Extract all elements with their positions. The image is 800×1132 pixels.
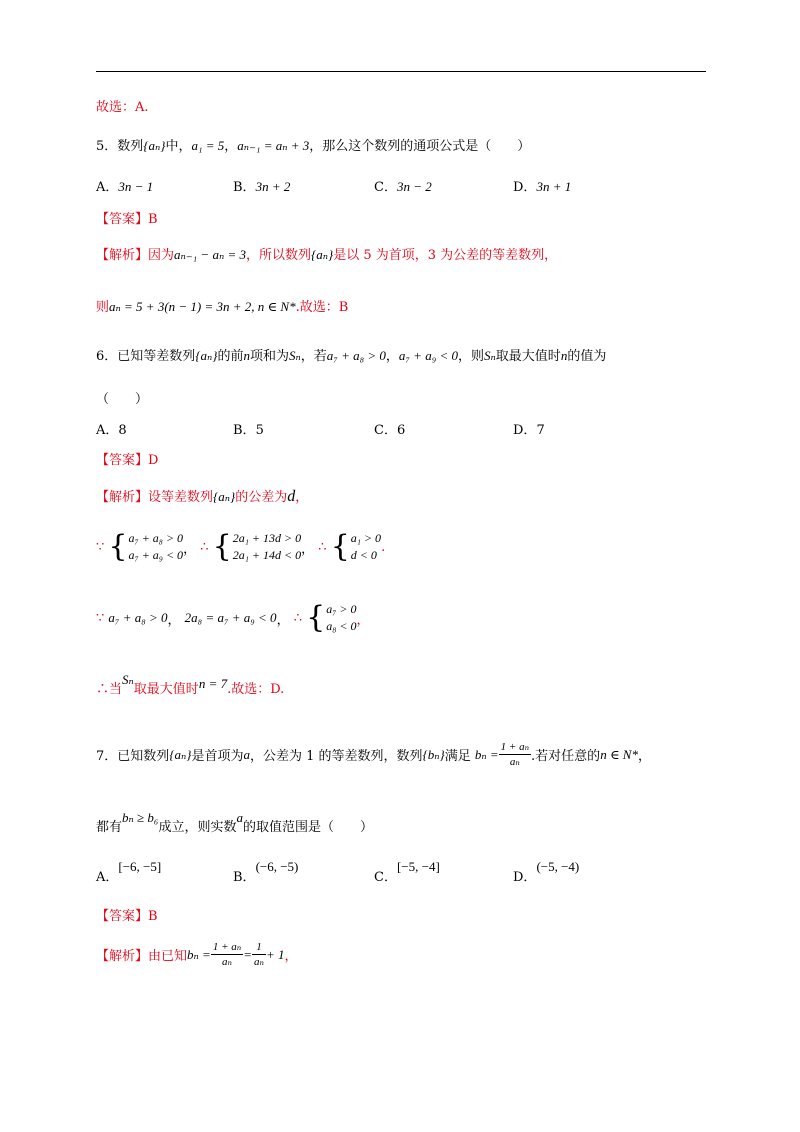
q7-text: 都有 [96, 820, 123, 835]
q7-text: 满足 [444, 749, 471, 764]
q6-paren: （ ） [96, 392, 149, 407]
q7-sequence: {bₙ} [422, 746, 445, 762]
q7-option-a: A．[−6, −5] [96, 859, 162, 885]
therefore-symbol: ∴ [293, 610, 302, 626]
q6-sequence: {aₙ} [195, 348, 218, 363]
analysis-text: 由已知 [148, 949, 188, 964]
q5-option-c: C．3n − 2 [374, 179, 432, 195]
therefore-symbol: ∴ [318, 539, 327, 555]
q7-number: 7． [96, 749, 118, 764]
q6-text: ，则 [458, 349, 485, 364]
q5-condition: a₁ = 5 [191, 138, 225, 153]
analysis-text: ∴当 [96, 682, 123, 697]
q5-option-a: A．3n − 1 [96, 179, 154, 195]
brace-icon: { [306, 600, 326, 635]
q7-text: ， [637, 749, 651, 764]
q5-number: 5． [96, 139, 118, 154]
q6-variable: Sₙ [289, 348, 301, 363]
q6-text: 已知等差数列 [117, 349, 196, 364]
q7-text: 成立，则实数 [158, 820, 237, 835]
q7-stem [96, 740, 651, 769]
because-symbol: ∵ [96, 539, 105, 555]
q7-formula: bₙ = [474, 746, 499, 762]
q7-fraction: $\frac{\text{1 + aₙ}}{\text{aₙ}}$ [500, 741, 530, 768]
analysis-math: {aₙ} [311, 247, 334, 262]
analysis-math: a₇ + a₈ > 0 [108, 610, 168, 625]
q7-variable: a [236, 810, 243, 825]
q7-text: 的取值范围是（ ） [242, 820, 373, 835]
separator: ， [183, 541, 197, 557]
analysis-text: 因为 [148, 248, 175, 263]
q5-option-b: B．3n + 2 [233, 179, 291, 195]
q7-stem-line2 [96, 810, 373, 837]
q7-variable: a [243, 746, 250, 762]
q6-systems-line [96, 530, 385, 564]
q6-analysis-line1 [96, 488, 308, 507]
q6-text: 的前 [217, 349, 244, 364]
analysis-tag: 【解析】 [96, 490, 149, 505]
analysis-math: + 1 [265, 946, 285, 962]
q6-stem [96, 347, 606, 366]
q6-variable: n [560, 348, 568, 363]
q7-text: 是首项为 [191, 749, 244, 764]
q7-analysis-line1 [96, 940, 298, 969]
q7-sequence: {aₙ} [169, 746, 192, 762]
q6-answer: 【答案】D [96, 453, 159, 468]
analysis-tag: 【解析】 [96, 248, 149, 263]
analysis-text: .故选：B [295, 300, 349, 315]
q7-condition: bₙ ≥ b₆ [122, 810, 159, 825]
analysis-math: d [287, 488, 296, 505]
q7-text: .若对任意的 [531, 749, 601, 764]
analysis-math: aₙ₋₁ − aₙ = 3 [174, 247, 246, 262]
prev-answer-choice: 故选：A. [96, 100, 149, 115]
q5-option-d: D．3n + 1 [513, 179, 572, 195]
period: . [381, 539, 386, 555]
analysis-math: aₙ = 5 + 3(n − 1) = 3n + 2, n ∈ N* [109, 299, 296, 314]
q6-number: 6． [96, 349, 118, 364]
therefore-symbol: ∴ [200, 539, 209, 555]
analysis-math: bₙ = [187, 946, 211, 962]
analysis-fraction: $\frac{\text{1 + aₙ}}{\text{aₙ}}$ [212, 941, 242, 968]
system-1: a₇ + a₈ > 0 a₇ + a₉ < 0 [128, 531, 184, 562]
q5-condition: aₙ₋₁ = aₙ + 3 [237, 138, 310, 153]
q7-option-d: D．(−5, −4) [513, 859, 580, 885]
separator: ， [284, 949, 298, 964]
analysis-text: ，所以数列 [246, 248, 312, 263]
analysis-text: 则 [96, 300, 110, 315]
because-symbol: ∵ [96, 610, 105, 626]
q6-variable: n [243, 348, 250, 363]
q6-text: ， [385, 349, 399, 364]
separator: ， [276, 612, 290, 628]
q7-text: 已知数列 [117, 749, 170, 764]
analysis-math: {aₙ} [213, 489, 236, 504]
q7-option-c: C．[−5, −4] [374, 859, 440, 885]
q5-text: ， [224, 139, 238, 154]
q7-answer: 【答案】B [96, 909, 158, 924]
q5-stem [96, 137, 530, 156]
analysis-text: 设等差数列 [148, 490, 214, 505]
analysis-text: 的公差为 [235, 490, 288, 505]
analysis-text: ， [295, 490, 309, 505]
system-3: a₁ > 0 d < 0 [350, 531, 382, 562]
brace-icon: { [108, 529, 128, 564]
q6-analysis-line4 [96, 601, 370, 635]
analysis-text: 是以 5 为首项，3 为公差的等差数列， [333, 248, 558, 263]
system-4: a₇ > 0 a₈ < 0 [326, 602, 357, 633]
q6-analysis-line5 [96, 672, 285, 699]
analysis-math: = [243, 946, 252, 962]
separator: ， [356, 612, 370, 628]
analysis-math: 2a₈ = a₇ + a₉ < 0 [184, 610, 277, 625]
q6-variable: Sₙ [484, 348, 496, 363]
separator: ， [301, 541, 315, 557]
separator: ， [167, 612, 181, 628]
header-rule [96, 71, 706, 72]
q5-analysis-line1 [96, 246, 557, 265]
q6-condition: a₇ + a₈ > 0 [326, 348, 386, 363]
q5-text: 数列 [117, 139, 144, 154]
analysis-math: Sₙ [122, 672, 134, 687]
analysis-text: .故选：D. [227, 682, 285, 697]
q5-text: ，那么这个数列的通项公式是（ ） [309, 139, 531, 154]
q5-sequence: {aₙ} [143, 138, 166, 153]
q6-text: 取最大值时 [495, 349, 561, 364]
q6-option-a: A．8 [96, 423, 127, 438]
analysis-fraction: $\frac{1}{\text{aₙ}}$ [254, 941, 264, 968]
q6-option-c: C．6 [374, 423, 406, 438]
brace-icon: { [212, 529, 232, 564]
q7-condition: n ∈ N* [600, 746, 638, 762]
system-2: 2a₁ + 13d > 0 2a₁ + 14d < 0 [232, 531, 302, 562]
q6-text: ，若 [300, 349, 327, 364]
q6-text: 的值为 [567, 349, 607, 364]
brace-icon: { [330, 529, 350, 564]
q5-text: 中， [165, 139, 192, 154]
q6-option-b: B．5 [233, 423, 264, 438]
analysis-tag: 【解析】 [96, 949, 149, 964]
q7-text: ，公差为 1 的等差数列，数列 [249, 749, 423, 764]
analysis-math: n = 7 [198, 676, 228, 691]
q6-option-d: D．7 [513, 423, 545, 438]
q5-analysis-line2 [96, 298, 348, 317]
q6-condition: a₇ + a₉ < 0 [398, 348, 458, 363]
q6-text: 项和为 [249, 349, 289, 364]
analysis-text: 取最大值时 [133, 682, 199, 697]
q7-option-b: B．(−6, −5) [233, 859, 299, 885]
q5-answer: 【答案】B [96, 212, 158, 227]
